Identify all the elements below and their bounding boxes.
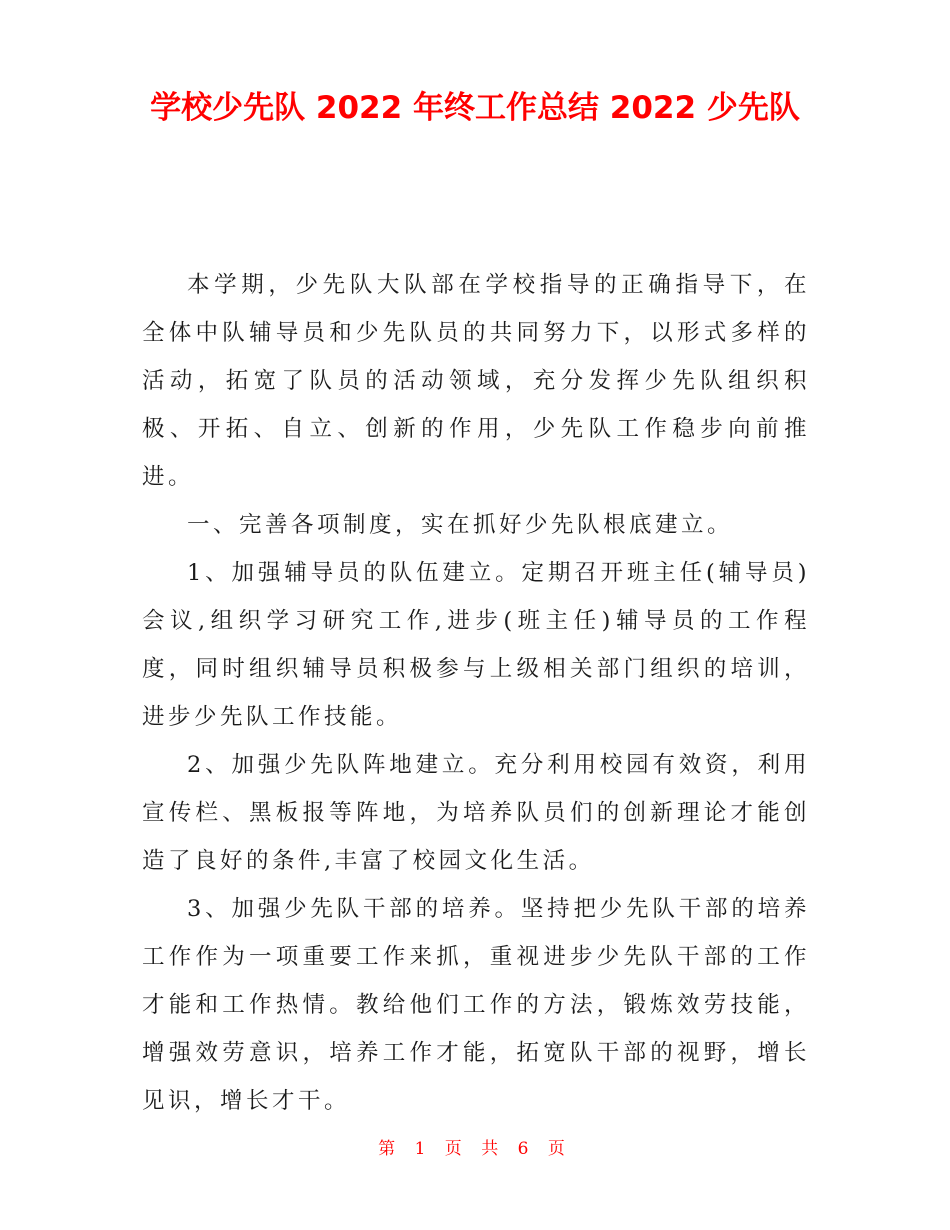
paragraph-section-heading: 一、完善各项制度，实在抓好少先队根底建立。 [187, 512, 734, 538]
paragraph-item-2: 2、加强少先队阵地建立。充分利用校园有效资，利用宣传栏、黑板报等阵地，为培养队员们的创新理论才能创造了良好的条件,丰富了校园文化生活。 [142, 752, 810, 874]
paragraph-intro: 本学期，少先队大队部在学校指导的正确指导下，在全体中队辅导员和少先队员的共同努力下，以形式多样的活动，拓宽了队员的活动领域，充分发挥少先队组织积极、开拓、自立、创新的作用，少先队工作稳步向前推进。 [142, 272, 810, 490]
page-number-footer: 第 1 页 共 6 页 [378, 1139, 572, 1159]
document-title: 学校少先队 2022 年终工作总结 2022 少先队 [150, 90, 800, 126]
paragraph-item-3: 3、加强少先队干部的培养。坚持把少先队干部的培养工作作为一项重要工作来抓，重视进步少先队干部的工作才能和工作热情。教给他们工作的方法，锻炼效劳技能，增强效劳意识，培养工作才能，拓宽队干部的视野，增长见识，增长才干。 [142, 896, 810, 1114]
document-body [142, 261, 810, 1125]
paragraph-item-1: 1、加强辅导员的队伍建立。定期召开班主任(辅导员)会议,组织学习研究工作,进步(班主任)辅导员的工作程度，同时组织辅导员积极参与上级相关部门组织的培训，进步少先队工作技能。 [142, 560, 810, 730]
